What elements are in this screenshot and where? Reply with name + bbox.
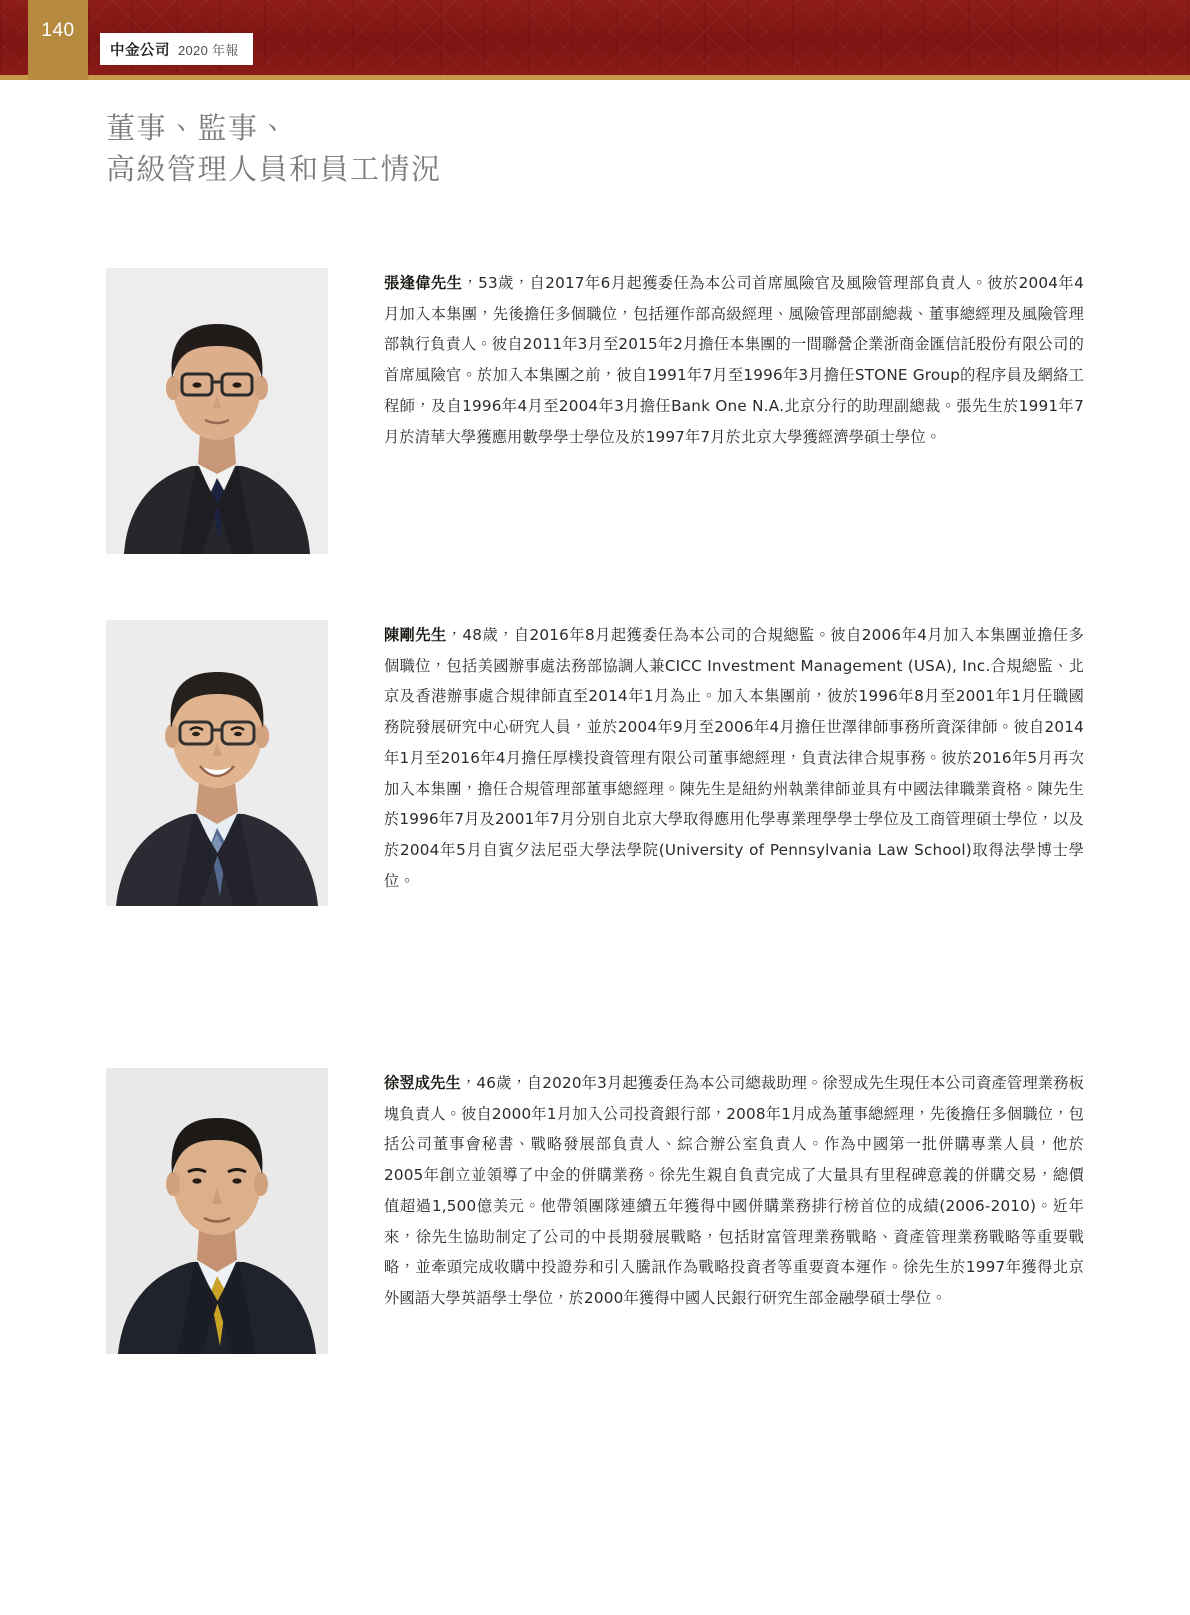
page-header [0, 0, 1190, 80]
bio-text [384, 620, 1084, 896]
header-report-label: 2020 年報 [178, 42, 239, 58]
bio-person-name: 張逢偉先生 [384, 274, 463, 292]
header-title-tab [100, 33, 253, 65]
page-number: 140 [41, 20, 75, 41]
bio-person-name: 徐翌成先生 [384, 1074, 461, 1092]
portrait-zhang-fengwei [106, 268, 328, 554]
portrait-chen-gang [106, 620, 328, 906]
bio-text [384, 268, 1084, 452]
bio-person-name: 陳剛先生 [384, 626, 447, 644]
bio-person-body: ，46歲，自2020年3月起獲委任為本公司總裁助理。徐翌成先生現任本公司資產管理業務板塊負責人。彼自2000年1月加入公司投資銀行部，2008年1月成為董事總經理，先後擔任多個職位，包括公司董事會秘書、戰略發展部負責人、綜合辦公室負責人。作為中國第一批併購專業人員，他於2005年創立並領導了中金的併購業務。徐先生親自負責完成了大量具有里程碑意義的併購交易，總價值超過1,500億美元。他帶領團隊連續五年獲得中國併購業務排行榜首位的成績(2006-2010)。近年來，徐先生協助制定了公司的中長期發展戰略，包括財富管理業務戰略、資產管理業務戰略等重要戰略，並牽頭完成收購中投證券和引入騰訊作為戰略投資者等重要資本運作。徐先生於1997年獲得北京外國語大學英語學士學位，於2000年獲得中國人民銀行研究生部金融學碩士學位。 [384, 1074, 1084, 1307]
header-gold-rule [0, 75, 1190, 80]
portrait-xu-yicheng [106, 1068, 328, 1354]
page-title-line-2: 高級管理人員和員工情況 [106, 152, 442, 187]
bio-person-body: ，48歲，自2016年8月起獲委任為本公司的合規總監。彼自2006年4月加入本集團並擔任多個職位，包括美國辦事處法務部協調人兼CICC Investment Management (USA), Inc.合規總監、北京及香港辦事處合規律師直至2014年1月為止。加入本集團前，彼於1996年8月至2001年1月任職國務院發展研究中心研究人員，並於2004年9月至2006年4月擔任世澤律師事務所資深律師。彼自2014年1月至2016年4月擔任厚樸投資管理有限公司董事總經理，負責法律合規事務。彼於2016年5月再次加入本集團，擔任合規管理部董事總經理。陳先生是紐約州執業律師並具有中國法律職業資格。陳先生於1996年7月及2001年7月分別自北京大學取得應用化學專業理學學士學位及工商管理碩士學位，以及於2004年5月自賓夕法尼亞大學法學院(University of Pennsylvania Law School)取得法學博士學位。 [384, 626, 1084, 890]
page-title-line-1: 董事、監事、 [106, 111, 290, 145]
header-company-name: 中金公司 [110, 42, 170, 59]
bio-text [384, 1068, 1084, 1314]
page-number-box [28, 0, 88, 80]
page-title [106, 108, 806, 190]
bio-person-body: ，53歲，自2017年6月起獲委任為本公司首席風險官及風險管理部負責人。彼於2004年4月加入本集團，先後擔任多個職位，包括運作部高級經理、風險管理部副總裁、董事總經理及風險管理部執行負責人。彼自2011年3月至2015年2月擔任本集團的一間聯營企業浙商金匯信託股份有限公司的首席風險官。於加入本集團之前，彼自1991年7月至1996年3月擔任STONE Group的程序員及網絡工程師，及自1996年4月至2004年3月擔任Bank One N.A.北京分行的助理副總裁。張先生於1991年7月於清華大學獲應用數學學士學位及於1997年7月於北京大學獲經濟學碩士學位。 [384, 274, 1084, 446]
